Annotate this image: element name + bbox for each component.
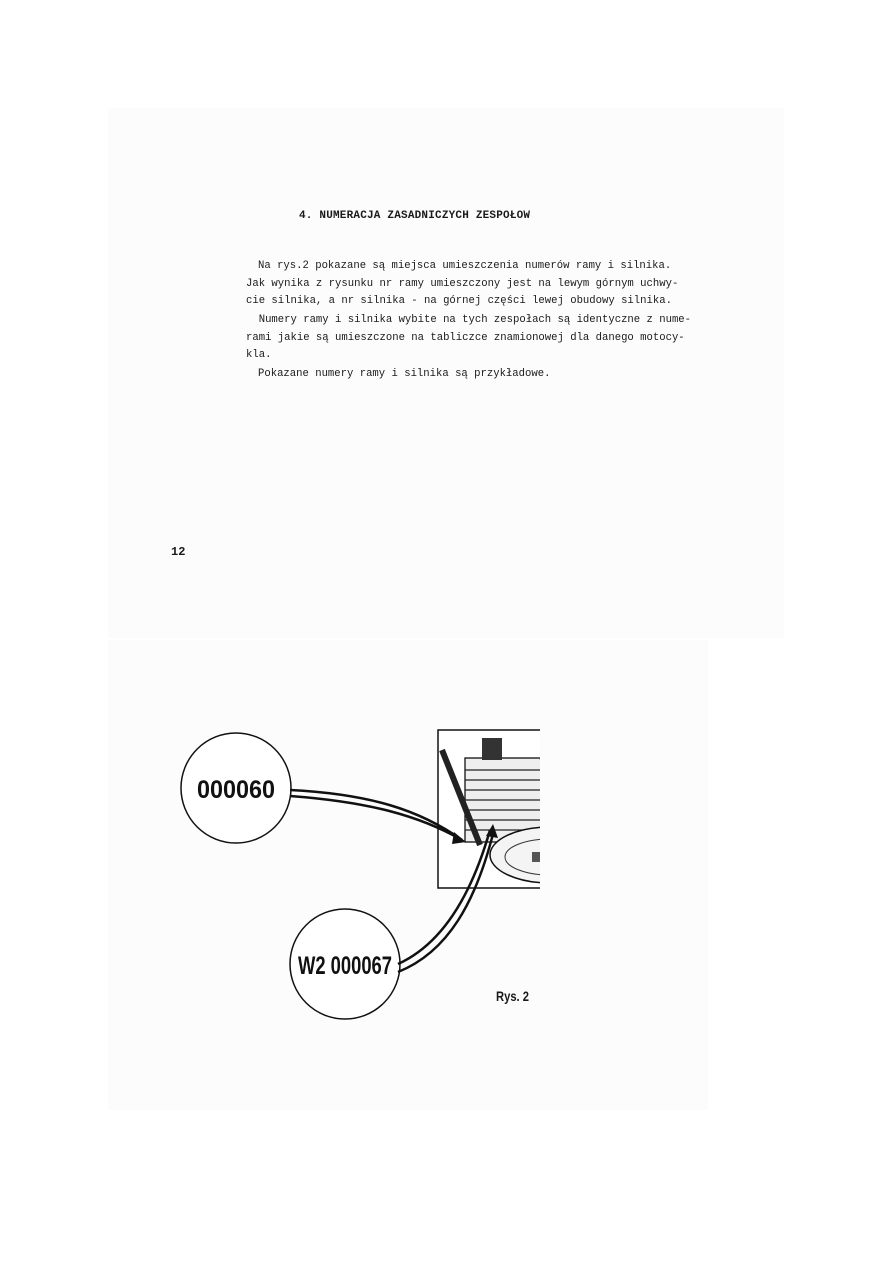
engine-photo: [438, 730, 540, 888]
paragraph-2: [246, 312, 691, 365]
paragraph-1-line: Jak wynika z rysunku nr ramy umieszczony jest na lewym górnym uchwy-: [246, 277, 679, 290]
paragraph-2-line: Numery ramy i silnika wybite na tych zespołach są identyczne z nume-: [246, 314, 692, 326]
paragraph-1-line: cie silnika, a nr silnika - na górnej części lewej obudowy silnika.: [246, 295, 672, 307]
frame-number-callout: [181, 733, 466, 844]
engine-number: W2 000067: [298, 952, 392, 980]
paragraph-1: [246, 258, 679, 311]
figure-caption: Rys. 2: [496, 988, 529, 1004]
figure-engine-numbers: [180, 720, 540, 1030]
paragraph-2-line: rami jakie są umieszczone na tabliczce znamionowej dla danego motocy-: [246, 331, 685, 344]
paragraph-3: Pokazane numery ramy i silnika są przykładowe.: [258, 368, 551, 380]
paragraph-2-line: kla.: [246, 349, 272, 361]
section-heading: 4. NUMERACJA ZASADNICZYCH ZESPOŁOW: [299, 210, 531, 222]
page-number: 12: [171, 545, 186, 559]
paragraph-1-line: Na rys.2 pokazane są miejsca umieszczenia numerów ramy i silnika.: [258, 260, 672, 272]
frame-number: 000060: [197, 776, 275, 804]
